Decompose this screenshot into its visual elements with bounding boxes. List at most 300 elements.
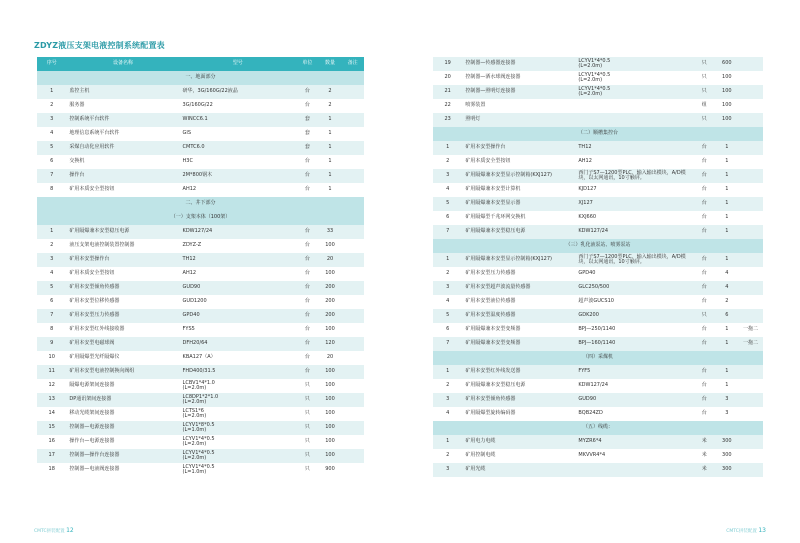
cell-note <box>341 421 364 435</box>
cell-unit: 台 <box>693 393 716 407</box>
cell-unit: 套 <box>296 127 319 141</box>
table-row <box>433 71 763 85</box>
footer-label: CMTC拼装配置 <box>34 529 65 534</box>
table-row <box>37 435 364 449</box>
cell-name: 矿用隔爆兼本安型显示器 <box>462 197 575 211</box>
cell-unit: 台 <box>693 407 716 421</box>
cell-note <box>738 407 763 421</box>
cell-unit: 米 <box>693 435 716 449</box>
cell-qty: 200 <box>319 309 342 323</box>
table-row <box>433 99 763 113</box>
cell-name: 矿用隔爆兼本安型显示控制箱(KXJ127) <box>462 169 575 183</box>
cell-name: 矿用隔爆兼本安型稳压电源 <box>462 225 575 239</box>
cell-name: 矿用本安型电磁球阀 <box>66 337 179 351</box>
table-row <box>433 155 763 169</box>
cell-unit: 台 <box>296 309 319 323</box>
cell-qty: 1 <box>716 141 739 155</box>
cell-note: 一拖二 <box>738 323 763 337</box>
cell-note <box>341 85 364 99</box>
cell-model: H3C <box>180 155 297 169</box>
cell-no: 16 <box>37 435 66 449</box>
cell-note <box>738 267 763 281</box>
table-row <box>37 239 364 253</box>
table-row <box>37 449 364 463</box>
cell-no: 3 <box>37 113 66 127</box>
cell-qty: 6 <box>716 309 739 323</box>
cell-note <box>341 337 364 351</box>
cell-unit: 台 <box>693 295 716 309</box>
cell-unit: 台 <box>296 365 319 379</box>
cell-model: TH12 <box>575 141 693 155</box>
cell-model: DFH20/64 <box>180 337 297 351</box>
cell-note <box>738 99 763 113</box>
table-row <box>37 379 364 393</box>
cell-note <box>341 183 364 197</box>
cell-note <box>341 127 364 141</box>
cell-unit: 台 <box>296 281 319 295</box>
cell-unit: 台 <box>693 141 716 155</box>
table-row <box>433 449 763 463</box>
cell-model: FYS5 <box>180 323 297 337</box>
cell-qty: 300 <box>716 435 739 449</box>
cell-name: 控制器—电源连接器 <box>66 421 179 435</box>
cell-model: LC8DP1*2*1.0 (L=2.0m) <box>180 393 297 407</box>
cell-qty: 100 <box>319 365 342 379</box>
table-row <box>433 393 763 407</box>
table-row <box>433 365 763 379</box>
cell-note <box>341 449 364 463</box>
cell-note <box>738 393 763 407</box>
table-row <box>37 169 364 183</box>
cell-name: 采煤自动化应用软件 <box>66 141 179 155</box>
header-unit: 单位 <box>296 57 319 71</box>
cell-unit: 台 <box>296 99 319 113</box>
cell-no: 6 <box>37 295 66 309</box>
cell-qty: 1 <box>716 323 739 337</box>
cell-unit: 台 <box>296 253 319 267</box>
cell-model: 西门子S7—1200型PLC，输入输出模块，A/D模块，以太网通讯，10寸触屏。 <box>575 253 693 267</box>
cell-name: 矿用隔爆型光纤隔爆仪 <box>66 351 179 365</box>
cell-no: 4 <box>433 295 462 309</box>
table-row <box>37 253 364 267</box>
cell-note <box>341 407 364 421</box>
section-title: （五）线缆： <box>433 421 763 435</box>
cell-unit: 台 <box>296 351 319 365</box>
cell-unit: 台 <box>296 225 319 239</box>
cell-unit: 台 <box>693 379 716 393</box>
cell-unit: 只 <box>296 407 319 421</box>
table-row <box>433 141 763 155</box>
cell-model: FYF5 <box>575 365 693 379</box>
cell-note <box>738 365 763 379</box>
table-row <box>433 57 763 71</box>
cell-unit: 只 <box>296 421 319 435</box>
cell-name: 矿用光缆 <box>462 463 575 477</box>
section-row <box>37 211 364 225</box>
cell-qty: 1 <box>716 365 739 379</box>
cell-note <box>738 155 763 169</box>
cell-model: LCYV1*4*0.5 (L=2.0m) <box>575 57 693 71</box>
cell-note <box>341 155 364 169</box>
cell-model: KXJ660 <box>575 211 693 225</box>
cell-name: 矿用电力电缆 <box>462 435 575 449</box>
cell-note <box>341 379 364 393</box>
cell-unit: 只 <box>693 57 716 71</box>
cell-name: 隔爆电源架间连接器 <box>66 379 179 393</box>
section-row <box>37 197 364 211</box>
cell-qty: 100 <box>716 113 739 127</box>
cell-name: 矿用本安型液位传感器 <box>462 295 575 309</box>
cell-name: 控制器—操作台连接器 <box>66 449 179 463</box>
cell-note <box>341 141 364 155</box>
page-title: ZDYZ液压支架电液控制系统配置表 <box>34 41 165 50</box>
cell-note <box>738 183 763 197</box>
table-row <box>433 211 763 225</box>
cell-no: 14 <box>37 407 66 421</box>
cell-note <box>341 351 364 365</box>
cell-no: 1 <box>433 435 462 449</box>
table-row <box>433 253 763 267</box>
cell-name: 矿用本安型操作台 <box>66 253 179 267</box>
cell-no: 7 <box>433 225 462 239</box>
cell-model: LCYV1*4*0.5 (L=2.0m) <box>180 435 297 449</box>
footer-label: CMTC拼装配置 <box>726 529 757 534</box>
cell-unit: 台 <box>296 183 319 197</box>
cell-no: 4 <box>433 183 462 197</box>
cell-model: AH12 <box>575 155 693 169</box>
cell-note <box>738 141 763 155</box>
cell-name: 矿用本安型操作台 <box>462 141 575 155</box>
cell-qty: 1 <box>716 183 739 197</box>
cell-note <box>738 225 763 239</box>
cell-name: 服务器 <box>66 99 179 113</box>
cell-qty: 100 <box>319 435 342 449</box>
cell-model: AH12 <box>180 267 297 281</box>
table-row <box>433 281 763 295</box>
cell-name: 矿用控制电缆 <box>462 449 575 463</box>
cell-unit: 只 <box>296 449 319 463</box>
cell-name: 液压支架电液控制装置控制器 <box>66 239 179 253</box>
cell-model: GUD90 <box>575 393 693 407</box>
cell-note <box>341 463 364 477</box>
cell-note <box>341 113 364 127</box>
cell-no: 7 <box>37 309 66 323</box>
page-number: 13 <box>758 527 766 534</box>
cell-qty: 1 <box>716 337 739 351</box>
cell-qty: 300 <box>716 463 739 477</box>
cell-name: 控制器—洒水球阀连接器 <box>462 71 575 85</box>
table-row <box>433 169 763 183</box>
cell-unit: 只 <box>296 435 319 449</box>
cell-unit: 台 <box>693 365 716 379</box>
cell-note <box>341 323 364 337</box>
cell-name: DP通讯架间连接器 <box>66 393 179 407</box>
table-row <box>37 365 364 379</box>
cell-note <box>341 253 364 267</box>
cell-model: 研华，3G/160G/22液晶 <box>180 85 297 99</box>
cell-note <box>341 365 364 379</box>
cell-model: LCYV1*8*0.5 (L=1.0m) <box>180 421 297 435</box>
cell-qty: 1 <box>319 113 342 127</box>
cell-qty: 1 <box>319 183 342 197</box>
header-qty: 数量 <box>319 57 342 71</box>
cell-model: AH12 <box>180 183 297 197</box>
cell-unit: 台 <box>693 253 716 267</box>
cell-unit: 台 <box>693 225 716 239</box>
table-row <box>433 267 763 281</box>
table-row <box>37 155 364 169</box>
cell-unit: 只 <box>296 393 319 407</box>
cell-no: 1 <box>433 253 462 267</box>
cell-qty: 1 <box>716 169 739 183</box>
cell-no: 6 <box>37 155 66 169</box>
table-row <box>433 113 763 127</box>
cell-no: 1 <box>37 85 66 99</box>
footer-left <box>34 527 74 534</box>
cell-name: 交换机 <box>66 155 179 169</box>
table-row <box>433 463 763 477</box>
cell-model: GUD1200 <box>180 295 297 309</box>
cell-qty: 100 <box>716 71 739 85</box>
cell-model: KDW127/24 <box>180 225 297 239</box>
table-row <box>37 393 364 407</box>
table-row <box>433 435 763 449</box>
cell-note <box>738 169 763 183</box>
table-row <box>37 267 364 281</box>
cell-model: BPJ—250/1140 <box>575 323 693 337</box>
cell-model: GDK200 <box>575 309 693 323</box>
cell-no: 8 <box>37 323 66 337</box>
cell-qty: 100 <box>319 407 342 421</box>
cell-no: 7 <box>433 337 462 351</box>
cell-no: 20 <box>433 71 462 85</box>
config-table-left <box>37 57 364 477</box>
cell-unit: 台 <box>693 281 716 295</box>
table-row <box>433 337 763 351</box>
cell-unit: 台 <box>693 155 716 169</box>
cell-unit: 台 <box>693 267 716 281</box>
cell-note <box>738 309 763 323</box>
cell-name: 矿用本安型位移传感器 <box>66 295 179 309</box>
cell-qty: 1 <box>716 197 739 211</box>
header-name: 设备名称 <box>66 57 179 71</box>
cell-name: 矿用隔爆兼本安型计算机 <box>462 183 575 197</box>
cell-unit: 套 <box>296 141 319 155</box>
cell-note <box>341 99 364 113</box>
cell-note <box>341 393 364 407</box>
cell-unit: 台 <box>693 337 716 351</box>
table-row <box>433 85 763 99</box>
cell-no: 3 <box>433 463 462 477</box>
cell-model: 2M*800钢木 <box>180 169 297 183</box>
cell-qty: 4 <box>716 281 739 295</box>
cell-model: MKVVR4*4 <box>575 449 693 463</box>
cell-note <box>738 211 763 225</box>
cell-qty: 3 <box>716 407 739 421</box>
cell-model: LCYV1*4*0.5 (L=2.0m) <box>180 449 297 463</box>
cell-unit: 米 <box>693 449 716 463</box>
cell-no: 13 <box>37 393 66 407</box>
cell-model: BQB24ZD <box>575 407 693 421</box>
cell-model: MYZR6*4 <box>575 435 693 449</box>
table-row <box>37 463 364 477</box>
cell-name: 矿用隔爆兼本安型显示控制箱(KXJ127) <box>462 253 575 267</box>
table-row <box>37 281 364 295</box>
cell-qty: 1 <box>716 211 739 225</box>
cell-no: 22 <box>433 99 462 113</box>
section-row <box>433 239 763 253</box>
section-title: （三）乳化液泵站、喷雾泵站 <box>433 239 763 253</box>
cell-model: LCYV1*4*0.5 (L=1.0m) <box>180 463 297 477</box>
cell-no: 4 <box>433 407 462 421</box>
cell-no: 4 <box>37 127 66 141</box>
cell-qty: 20 <box>319 351 342 365</box>
table-header <box>37 57 364 71</box>
section-title: 二、井下部分 <box>37 197 364 211</box>
cell-qty: 200 <box>319 281 342 295</box>
cell-unit: 台 <box>296 85 319 99</box>
cell-unit: 台 <box>296 323 319 337</box>
cell-model: 西门子S7—1200型PLC，输入输出模块，A/D模块，以太网通讯，10寸触屏。 <box>575 169 693 183</box>
table-row <box>37 323 364 337</box>
cell-model: WINCC6.1 <box>180 113 297 127</box>
cell-no: 1 <box>433 365 462 379</box>
cell-no: 4 <box>37 267 66 281</box>
cell-qty: 100 <box>716 85 739 99</box>
cell-model <box>575 463 693 477</box>
cell-note <box>738 435 763 449</box>
cell-qty: 120 <box>319 337 342 351</box>
cell-name: 矿用隔爆型千兆环网交换机 <box>462 211 575 225</box>
cell-qty: 1 <box>716 379 739 393</box>
cell-name: 矿用本安型电液控制换向阀组 <box>66 365 179 379</box>
cell-note <box>738 71 763 85</box>
cell-qty: 3 <box>716 393 739 407</box>
table-row <box>37 421 364 435</box>
cell-no: 2 <box>433 155 462 169</box>
cell-model: GUD90 <box>180 281 297 295</box>
cell-no: 23 <box>433 113 462 127</box>
cell-no: 6 <box>433 323 462 337</box>
cell-unit: 台 <box>693 169 716 183</box>
table-row <box>37 407 364 421</box>
cell-name: 矿用本安型倾角传感器 <box>66 281 179 295</box>
cell-no: 11 <box>37 365 66 379</box>
cell-note: 一拖二 <box>738 337 763 351</box>
cell-qty: 100 <box>319 323 342 337</box>
cell-note <box>738 57 763 71</box>
cell-name: 喷雾装置 <box>462 99 575 113</box>
table-row <box>433 183 763 197</box>
cell-no: 19 <box>433 57 462 71</box>
cell-qty: 1 <box>716 225 739 239</box>
cell-name: 矿用本质安全型按钮 <box>462 155 575 169</box>
cell-qty: 20 <box>319 253 342 267</box>
cell-no: 3 <box>37 253 66 267</box>
cell-model: CMTC6.0 <box>180 141 297 155</box>
cell-name: 照明灯 <box>462 113 575 127</box>
cell-unit: 台 <box>296 267 319 281</box>
cell-note <box>341 267 364 281</box>
cell-name: 控制器—传感器连接器 <box>462 57 575 71</box>
cell-name: 矿用本安型红外线发送器 <box>462 365 575 379</box>
table-row <box>433 197 763 211</box>
table-row <box>433 407 763 421</box>
cell-qty: 2 <box>716 295 739 309</box>
cell-model: KDW127/24 <box>575 225 693 239</box>
table-row <box>433 295 763 309</box>
cell-no: 3 <box>433 169 462 183</box>
cell-name: 矿用隔爆兼本安型稳压电源 <box>66 225 179 239</box>
cell-model: GLC250/500 <box>575 281 693 295</box>
cell-unit: 台 <box>693 211 716 225</box>
cell-model: LCYV1*4*0.5 (L=2.0m) <box>575 85 693 99</box>
cell-qty: 4 <box>716 267 739 281</box>
cell-name: 控制器—照明灯连接器 <box>462 85 575 99</box>
cell-note <box>738 449 763 463</box>
cell-model: ZDYZ-Z <box>180 239 297 253</box>
cell-model: GPD40 <box>575 267 693 281</box>
section-row <box>433 421 763 435</box>
cell-name: 地理信息系统平台软件 <box>66 127 179 141</box>
cell-model: 超声波GUCS10 <box>575 295 693 309</box>
cell-note <box>738 379 763 393</box>
cell-qty: 100 <box>319 421 342 435</box>
cell-unit: 台 <box>296 295 319 309</box>
cell-qty: 100 <box>716 99 739 113</box>
cell-qty: 33 <box>319 225 342 239</box>
cell-model: 3G/160G/22 <box>180 99 297 113</box>
cell-unit: 套 <box>296 113 319 127</box>
cell-name: 控制器—电液阀连接器 <box>66 463 179 477</box>
cell-no: 8 <box>37 183 66 197</box>
header-model: 型号 <box>180 57 297 71</box>
cell-model: LCTS1*6 (L=2.0m) <box>180 407 297 421</box>
cell-qty: 1 <box>319 169 342 183</box>
table-row <box>433 323 763 337</box>
cell-no: 7 <box>37 169 66 183</box>
cell-name: 矿用本安型超声波流量传感器 <box>462 281 575 295</box>
cell-name: 矿用本安型倾角传感器 <box>462 393 575 407</box>
cell-model: GIS <box>180 127 297 141</box>
cell-name: 操作台—电源连接器 <box>66 435 179 449</box>
table-row <box>433 379 763 393</box>
cell-name: 矿用本质安全型按钮 <box>66 267 179 281</box>
cell-no: 6 <box>433 211 462 225</box>
cell-name: 矿用本质安全型按钮 <box>66 183 179 197</box>
cell-qty: 1 <box>716 155 739 169</box>
cell-name: 矿用本安型红外线接收器 <box>66 323 179 337</box>
cell-note <box>341 281 364 295</box>
table-row <box>37 141 364 155</box>
cell-qty: 100 <box>319 449 342 463</box>
cell-model: KBA127（A） <box>180 351 297 365</box>
cell-no: 5 <box>37 281 66 295</box>
cell-name: 操作台 <box>66 169 179 183</box>
cell-model <box>575 99 693 113</box>
cell-unit: 台 <box>693 197 716 211</box>
cell-no: 1 <box>433 141 462 155</box>
cell-name: 控制系统平台软件 <box>66 113 179 127</box>
cell-unit: 台 <box>296 239 319 253</box>
cell-note <box>341 225 364 239</box>
cell-unit: 米 <box>693 463 716 477</box>
cell-unit: 只 <box>296 463 319 477</box>
cell-no: 21 <box>433 85 462 99</box>
cell-no: 5 <box>433 309 462 323</box>
cell-unit: 只 <box>693 85 716 99</box>
cell-model <box>575 113 693 127</box>
